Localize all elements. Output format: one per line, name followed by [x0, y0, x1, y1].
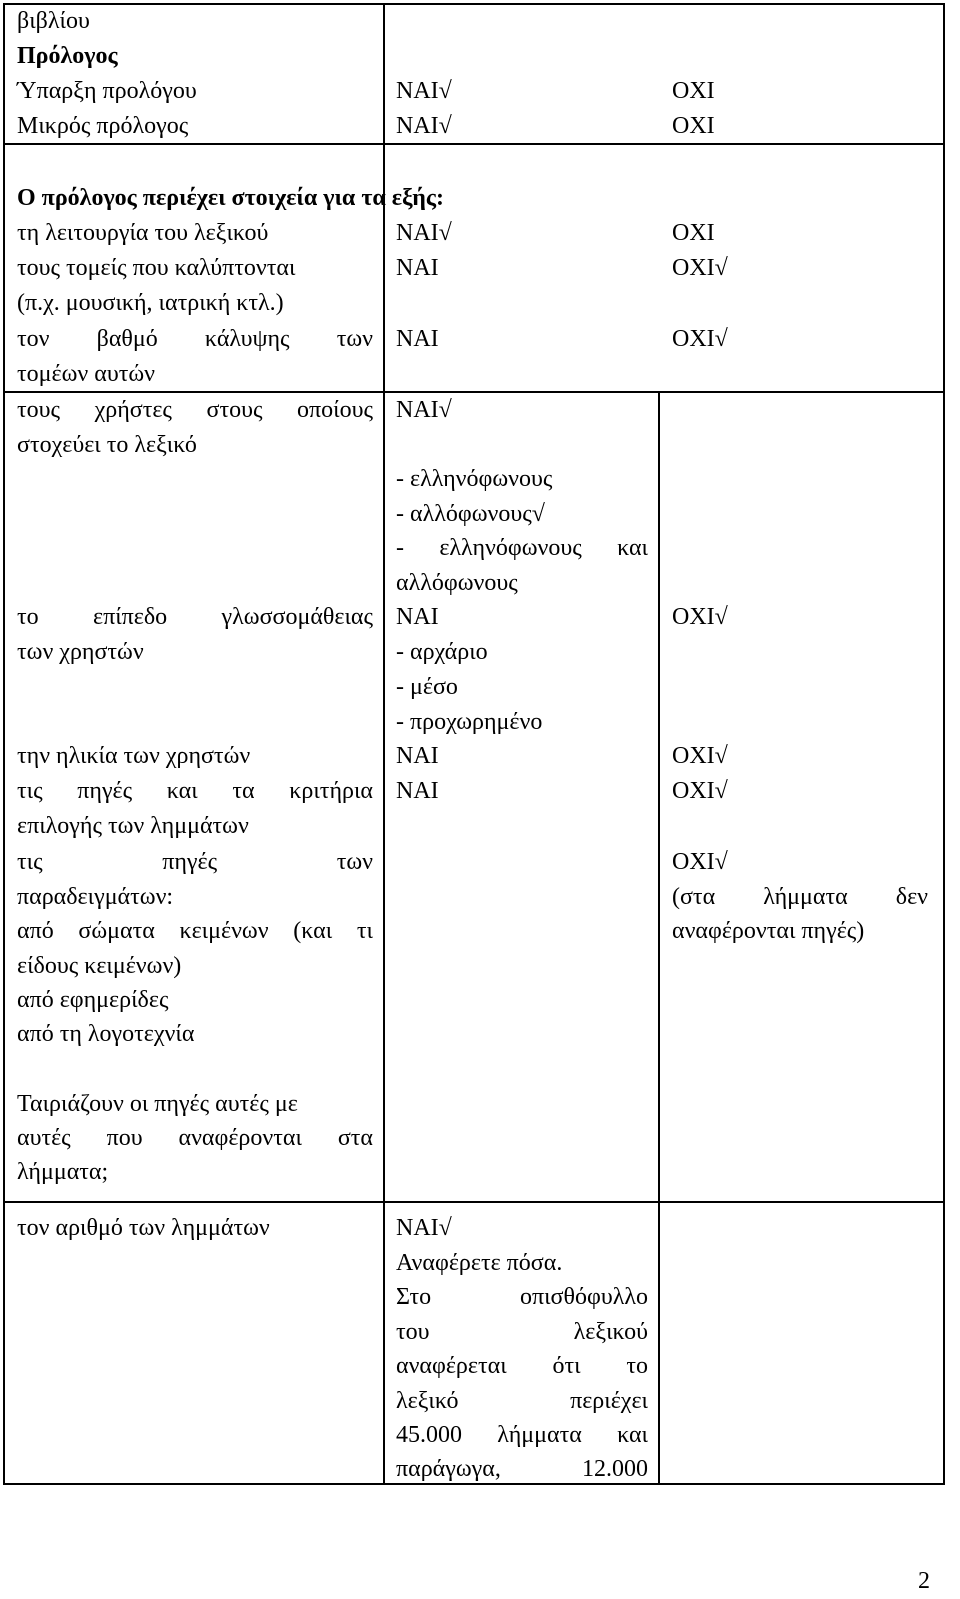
match-question-cont: λήμματα;	[17, 1159, 109, 1185]
prologue-existence-yes: ΝΑΙ√	[396, 78, 452, 104]
age-no: ΟΧΙ√	[672, 743, 728, 769]
target-users-label-cont: στοχεύει το λεξικό	[17, 432, 197, 458]
proficiency-yes: ΝΑΙ	[396, 604, 439, 630]
criteria-yes: ΝΑΙ	[396, 778, 439, 804]
prologue-heading: Πρόλογος	[17, 43, 118, 69]
criteria-label: τις πηγές και τα κριτήρια	[17, 778, 373, 804]
proficiency-option: - αρχάριο	[396, 639, 488, 665]
column-divider-2	[658, 391, 660, 1485]
sectors-yes: ΝΑΙ	[396, 255, 439, 281]
coverage-label: τον βαθμό κάλυψης των	[17, 326, 373, 352]
content-heading: Ο πρόλογος περιέχει στοιχεία για τα εξής:	[17, 185, 444, 211]
column-divider-1	[383, 3, 385, 1485]
entry-count-line: Αναφέρετε πόσα.	[396, 1250, 563, 1276]
example-sources-no: ΟΧΙ√	[672, 849, 728, 875]
sectors-label: τους τομείς που καλύπτονται	[17, 255, 296, 281]
entry-count-line: παράγωγα, 12.000	[396, 1456, 648, 1482]
criteria-no: ΟΧΙ√	[672, 778, 728, 804]
entry-count-label: τον αριθμό των λημμάτων	[17, 1215, 270, 1241]
short-prologue-yes: ΝΑΙ√	[396, 113, 452, 139]
age-label: την ηλικία των χρηστών	[17, 743, 251, 769]
sectors-no: ΟΧΙ√	[672, 255, 728, 281]
proficiency-no: ΟΧΙ√	[672, 604, 728, 630]
entry-count-line: λεξικό περιέχει	[396, 1388, 648, 1414]
function-no: ΟΧΙ	[672, 220, 715, 246]
short-prologue-no: ΟΧΙ	[672, 113, 715, 139]
example-sources-line: από εφημερίδες	[17, 987, 169, 1013]
coverage-yes: ΝΑΙ	[396, 326, 439, 352]
sectors-label-cont: (π.χ. μουσική, ιατρική κτλ.)	[17, 290, 284, 316]
page-number: 2	[918, 1568, 930, 1594]
prologue-existence-no: ΟΧΙ	[672, 78, 715, 104]
proficiency-option: - προχωρημένο	[396, 709, 543, 735]
function-yes: ΝΑΙ√	[396, 220, 452, 246]
entry-count-line: 45.000 λήμματα και	[396, 1422, 648, 1448]
entry-count-line: αναφέρεται ότι το	[396, 1353, 648, 1379]
example-sources-line: από σώματα κειμένων (και τι	[17, 918, 373, 944]
example-sources-line: από τη λογοτεχνία	[17, 1021, 195, 1047]
age-yes: ΝΑΙ	[396, 743, 439, 769]
book-label: βιβλίου	[17, 8, 90, 34]
target-users-option: - ελληνόφωνους και	[396, 535, 648, 561]
target-users-option: αλλόφωνους	[396, 570, 518, 596]
table-border-left	[3, 3, 5, 1485]
proficiency-option: - μέσο	[396, 674, 458, 700]
function-label: τη λειτουργία του λεξικού	[17, 220, 269, 246]
proficiency-label-cont: των χρηστών	[17, 639, 144, 665]
target-users-label: τους χρήστες στους οποίους	[17, 397, 373, 423]
example-sources-note: (στα λήμματα δεν	[672, 884, 928, 910]
match-question-cont: αυτές που αναφέρονται στα	[17, 1125, 373, 1151]
coverage-no: ΟΧΙ√	[672, 326, 728, 352]
row-divider	[3, 1201, 945, 1203]
table-border-top	[3, 3, 945, 5]
entry-count-line: του λεξικού	[396, 1319, 648, 1345]
example-sources-label: τις πηγές των	[17, 849, 373, 875]
table-border-right	[943, 3, 945, 1485]
match-question: Ταιριάζουν οι πηγές αυτές με	[17, 1091, 298, 1117]
short-prologue-label: Μικρός πρόλογος	[17, 113, 189, 139]
entry-count-line: Στο οπισθόφυλλο	[396, 1284, 648, 1310]
example-sources-line: παραδειγμάτων:	[17, 884, 174, 910]
target-users-option: - αλλόφωνους√	[396, 501, 545, 527]
criteria-label-cont: επιλογής των λημμάτων	[17, 813, 249, 839]
coverage-label-cont: τομέων αυτών	[17, 361, 155, 387]
prologue-existence-label: Ύπαρξη προλόγου	[17, 78, 197, 104]
example-sources-line: είδους κειμένων)	[17, 953, 182, 979]
example-sources-note-cont: αναφέρονται πηγές)	[672, 918, 865, 944]
entry-count-yes: ΝΑΙ√	[396, 1215, 452, 1241]
target-users-option: - ελληνόφωνους	[396, 466, 553, 492]
proficiency-label: το επίπεδο γλωσσομάθειας	[17, 604, 373, 630]
target-users-yes: ΝΑΙ√	[396, 397, 452, 423]
